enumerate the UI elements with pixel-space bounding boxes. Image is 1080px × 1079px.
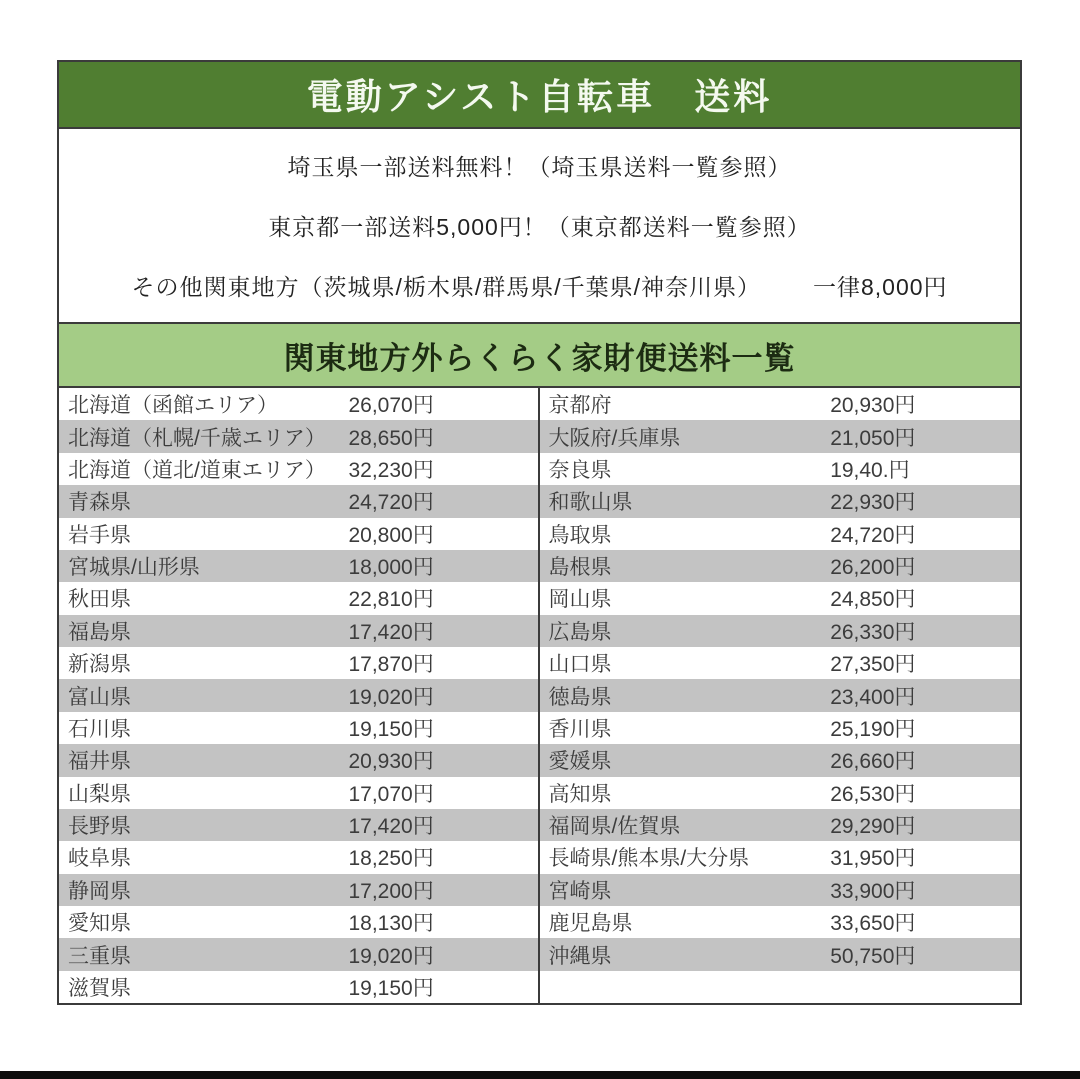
region-name: 北海道（札幌/千歳エリア）: [68, 426, 326, 450]
region-name: 和歌山県: [548, 491, 633, 515]
region-name: 静岡県: [68, 879, 131, 903]
shipping-fee: 18,250円: [348, 847, 434, 871]
shipping-fee: 20,800円: [348, 523, 434, 547]
region-name: 高知県: [548, 782, 612, 806]
shipping-fee: 23,400円: [830, 685, 916, 709]
table-row: [540, 518, 1021, 550]
shipping-fee: 18,130円: [348, 912, 434, 936]
region-name: 山口県: [548, 653, 612, 677]
region-name: 愛媛県: [548, 750, 612, 774]
shipping-fee: 19,020円: [348, 685, 434, 709]
table-row: [540, 874, 1021, 906]
region-name: 富山県: [68, 685, 131, 709]
region-name: 長崎県/熊本県/大分県: [548, 847, 750, 871]
note-kanto-other-text: その他関東地方（茨城県/栃木県/群馬県/千葉県/神奈川県）: [131, 274, 761, 301]
page-title: 電動アシスト自転車 送料: [59, 62, 1020, 129]
table-row: [59, 841, 538, 873]
table-row: [540, 679, 1021, 711]
table-row: [540, 971, 1021, 1003]
region-name: 新潟県: [68, 653, 131, 677]
shipping-fee: 33,650円: [830, 912, 916, 936]
shipping-fee: 26,070円: [348, 394, 434, 418]
shipping-fee: 21,050円: [830, 426, 916, 450]
table-row: [540, 485, 1021, 517]
region-name: 鳥取県: [548, 523, 612, 547]
table-row: [59, 420, 538, 452]
note-saitama: [288, 149, 792, 182]
table-row: [540, 777, 1021, 809]
region-name: 京都府: [548, 394, 612, 418]
region-name: 福島県: [68, 620, 131, 644]
shipping-fee: 50,750円: [830, 944, 916, 968]
shipping-fee: 31,950円: [830, 847, 916, 871]
table-row: [540, 388, 1021, 420]
note-kanto-other: [131, 269, 947, 302]
region-name: 香川県: [548, 717, 612, 741]
shipping-fee: 26,530円: [830, 782, 916, 806]
shipping-fee: 26,660円: [830, 750, 916, 774]
table-row: [59, 744, 538, 776]
region-name: 徳島県: [548, 685, 612, 709]
note-tokyo-text: 東京都一部送料5,000円！（東京都送料一覧参照）: [268, 213, 811, 240]
region-name: 三重県: [68, 944, 131, 968]
table-row: [540, 841, 1021, 873]
shipping-fee: 26,200円: [830, 556, 916, 580]
region-name: 山梨県: [68, 782, 131, 806]
region-name: 秋田県: [68, 588, 131, 612]
table-row: [59, 388, 538, 420]
region-name: 岩手県: [68, 523, 131, 547]
table-row: [59, 874, 538, 906]
table-row: [59, 712, 538, 744]
region-name: 奈良県: [548, 458, 612, 482]
shipping-fee: 26,330円: [830, 620, 916, 644]
region-name: 岡山県: [548, 588, 612, 612]
table-row: [540, 809, 1021, 841]
table-row: [59, 453, 538, 485]
shipping-fee: 33,900円: [830, 879, 916, 903]
region-name: 北海道（道北/道東エリア）: [68, 458, 326, 482]
note-saitama-text: 埼玉県一部送料無料！（埼玉県送料一覧参照）: [287, 153, 792, 180]
table-row: [59, 938, 538, 970]
region-name: 広島県: [548, 620, 612, 644]
region-name: 沖縄県: [548, 944, 612, 968]
shipping-notes: [59, 129, 1020, 322]
table-row: [59, 582, 538, 614]
table-row: [540, 615, 1021, 647]
table-row: [540, 712, 1021, 744]
region-name: 鹿児島県: [548, 912, 633, 936]
shipping-fee: 19,020円: [348, 944, 434, 968]
shipping-fee: 27,350円: [830, 653, 916, 677]
shipping-fee: 18,000円: [348, 556, 434, 580]
table-row: [540, 420, 1021, 452]
shipping-fee: 24,720円: [830, 523, 916, 547]
table-row: [59, 550, 538, 582]
bottom-black-bar: [0, 1071, 1080, 1079]
region-name: 島根県: [548, 556, 612, 580]
table-row: [59, 615, 538, 647]
region-name: 石川県: [68, 717, 131, 741]
table-row: [59, 971, 538, 1003]
shipping-fee: 29,290円: [830, 815, 916, 839]
shipping-fee: 22,930円: [830, 491, 916, 515]
shipping-fee: 19,150円: [348, 717, 434, 741]
shipping-fee: 19,150円: [348, 976, 434, 1000]
fee-table-left-column: [59, 388, 540, 1003]
table-row: [59, 647, 538, 679]
table-row: [540, 647, 1021, 679]
region-name: 愛知県: [68, 912, 131, 936]
region-name: 宮崎県: [548, 879, 612, 903]
shipping-fee: 24,850円: [830, 588, 916, 612]
table-row: [59, 809, 538, 841]
shipping-fee: 17,870円: [348, 653, 434, 677]
table-row: [540, 453, 1021, 485]
region-name: 福井県: [68, 750, 131, 774]
shipping-fee-table: [59, 388, 1020, 1003]
shipping-fee: 20,930円: [348, 750, 434, 774]
shipping-fee: 17,070円: [348, 782, 434, 806]
shipping-fee: 22,810円: [348, 588, 434, 612]
kanto-flat-rate: 一律8,000円: [813, 274, 948, 301]
region-name: 岐阜県: [68, 847, 131, 871]
shipping-sheet: [57, 60, 1022, 1005]
region-name: 長野県: [68, 815, 131, 839]
table-row: [59, 485, 538, 517]
table-row: [59, 518, 538, 550]
table-row: [59, 906, 538, 938]
region-name: 福岡県/佐賀県: [548, 815, 681, 839]
shipping-fee: 28,650円: [348, 426, 434, 450]
table-row: [540, 744, 1021, 776]
table-row: [540, 938, 1021, 970]
shipping-fee: 32,230円: [348, 458, 434, 482]
shipping-fee: 19,40.円: [830, 458, 910, 482]
table-title: 関東地方外らくらく家財便送料一覧: [59, 322, 1020, 388]
shipping-fee: 24,720円: [348, 491, 434, 515]
shipping-fee: 25,190円: [830, 717, 916, 741]
table-row: [540, 582, 1021, 614]
table-row: [540, 550, 1021, 582]
shipping-fee: 20,930円: [830, 394, 916, 418]
region-name: 滋賀県: [68, 976, 131, 1000]
note-tokyo: [268, 209, 811, 242]
fee-table-right-column: [540, 388, 1021, 1003]
shipping-fee: 17,200円: [348, 879, 434, 903]
table-row: [59, 679, 538, 711]
region-name: 大阪府/兵庫県: [548, 426, 681, 450]
region-name: 青森県: [68, 491, 131, 515]
region-name: 宮城県/山形県: [68, 556, 200, 580]
shipping-fee: 17,420円: [348, 815, 434, 839]
region-name: 北海道（函館エリア）: [68, 394, 278, 418]
table-row: [540, 906, 1021, 938]
table-row: [59, 777, 538, 809]
shipping-fee: 17,420円: [348, 620, 434, 644]
